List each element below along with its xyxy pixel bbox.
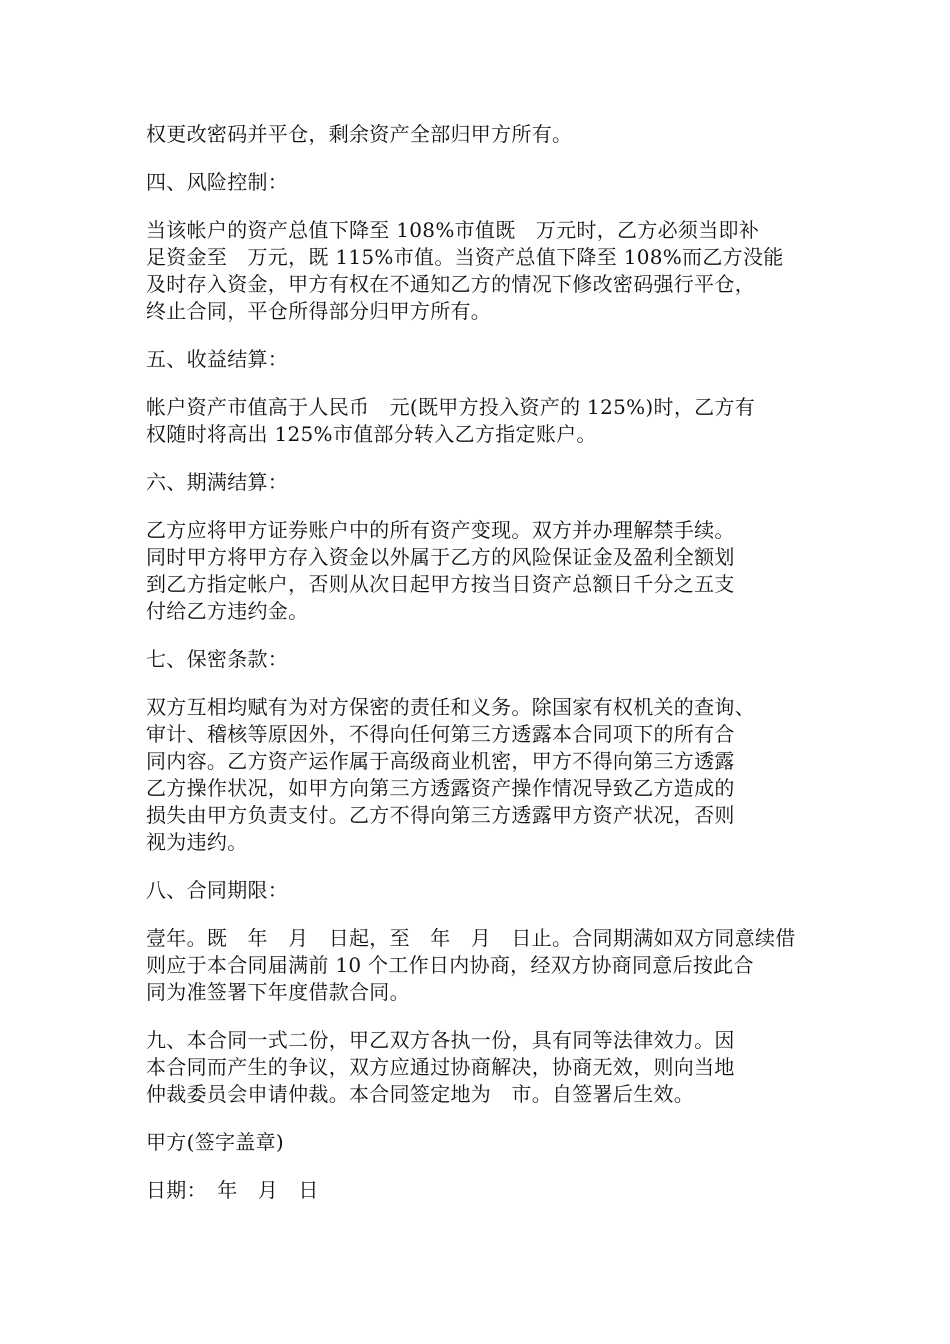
party-a-signature-line: 甲方(签字盖章): [146, 1130, 285, 1154]
clause-profit-settlement: 帐户资产市值高于人民币 元(既甲方投入资产的 125%)时，乙方有 权随时将高出 125%市值部分转入乙方指定账户。: [146, 395, 756, 446]
heading-maturity-settlement: 六、期满结算：: [146, 470, 289, 494]
heading-confidentiality: 七、保密条款：: [146, 647, 289, 671]
heading-contract-term: 八、合同期限：: [146, 878, 289, 902]
heading-profit-settlement: 五、收益结算：: [146, 347, 289, 371]
clause-contract-term: 壹年。既 年 月 日起，至 年 月 日止。合同期满如双方同意续借 则应于本合同届满前 10 个工作日内协商，经双方协商同意后按此合 同为准签署下年度借款合同。: [146, 926, 796, 1004]
clause-copies-and-disputes: 九、本合同一式二份，甲乙双方各执一份，具有同等法律效力。因 本合同而产生的争议，双方应通过协商解决，协商无效，则向当地 仲裁委员会申请仲裁。本合同签定地为 市。自签署后生效。: [146, 1028, 735, 1106]
clause-confidentiality: 双方互相均赋有为对方保密的责任和义务。除国家有权机关的查询、 审计、稽核等原因外，不得向任何第三方透露本合同项下的所有合 同内容。乙方资产运作属于高级商业机密，甲方不得向第三方透露 乙方操作状况，如甲方向第三方透露资产操作情况导致乙方造成的 损失由甲方负责支付。乙方不得向第三方透露甲方资产状况，否则 视为违约。: [146, 695, 755, 854]
contract-page: [146, 121, 836, 1204]
clause-3-tail: 权更改密码并平仓，剩余资产全部归甲方所有。: [146, 122, 573, 146]
date-line: 日期： 年 月 日: [146, 1178, 319, 1202]
clause-maturity-settlement: 乙方应将甲方证券账户中的所有资产变现。双方并办理解禁手续。 同时甲方将甲方存入资金以外属于乙方的风险保证金及盈利全额划 到乙方指定帐户，否则从次日起甲方按当日资产总额日千分之五支 付给乙方违约金。: [146, 518, 735, 623]
clause-risk-control: 当该帐户的资产总值下降至 108%市值既 万元时，乙方必须当即补 足资金至 万元，既 115%市值。当资产总值下降至 108%而乙方没能 及时存入资金，甲方有权在不通知乙方的情况下修改密码强行平仓， 终止合同，平仓所得部分归甲方所有。: [146, 218, 784, 323]
heading-risk-control: 四、风险控制：: [146, 170, 289, 194]
